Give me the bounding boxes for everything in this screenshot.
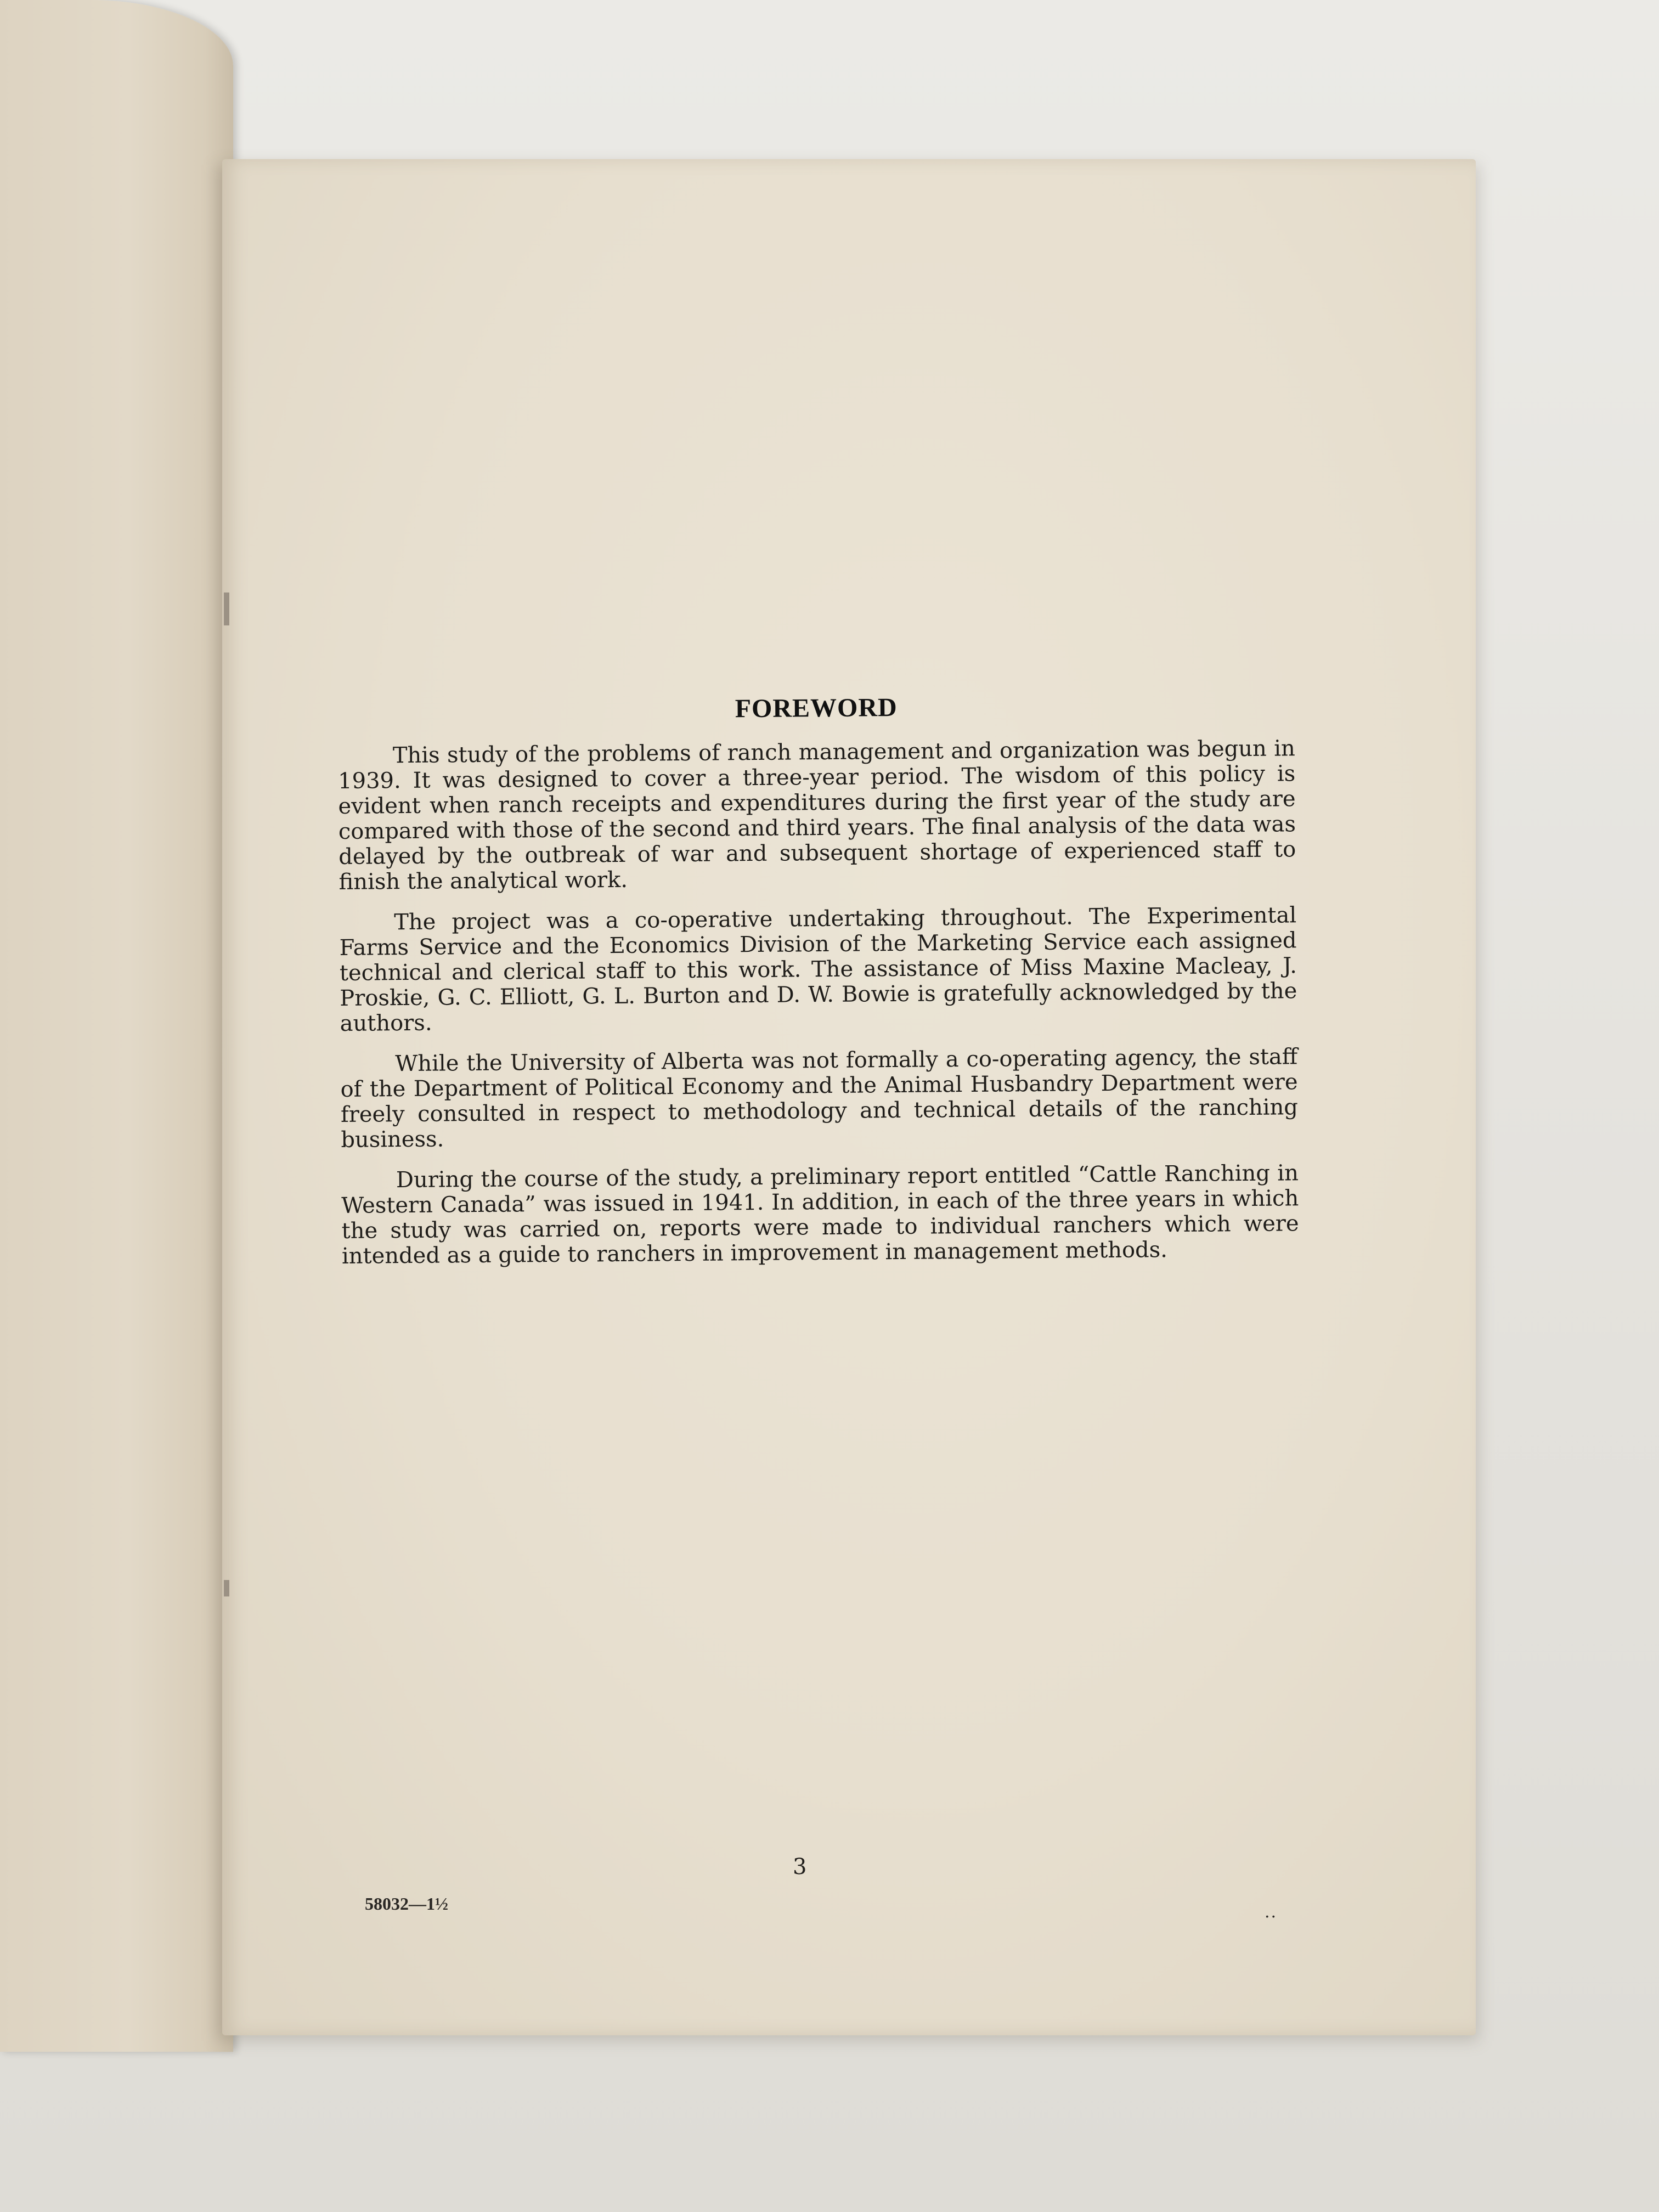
corner-mark: .. [1265,1903,1278,1922]
printer-imprint: 58032—1½ [365,1894,448,1914]
foreword-text-block [337,689,1299,1284]
binding-staple-bottom [224,1580,229,1596]
page-title: FOREWORD [735,692,898,724]
previous-page-curl [0,0,233,2052]
paragraph: While the University of Alberta was not formally a co-operating agency, the staff of the Department of Political Economy and the Animal Husbandry Department were freely consulted in respect to methodology and technical details of the ranching business. [340,1044,1299,1153]
paragraph: This study of the problems of ranch management and organization was begun in 1939. It was designed to cover a three-year period. The wisdom of this policy is evident when ranch receipts and expenditures during the first year of the study are compared with those of the second and third years. The final analysis of the data was delayed by the outbreak of war and subsequent shortage of experienced staff to finish the analytical work. [338,736,1296,895]
paragraph: During the course of the study, a preliminary report entitled “Cattle Ranching in Western Canada” was issued in 1941. In addition, in each of the three years in which the study was carried on, reports were made to individual ranchers which were intended as a guide to ranchers in improvement in management methods. [341,1160,1299,1269]
binding-staple-top [224,592,229,625]
page-number: 3 [793,1854,807,1880]
paragraph: The project was a co-operative undertaking throughout. The Experimental Farms Service and the Economics Division of the Marketing Service each assigned technical and clerical staff to this work. The assistance of Miss Maxine Macleay, J. Proskie, G. C. Elliott, G. L. Burton and D. W. Bowie is gratefully acknowledged by the authors. [339,902,1297,1036]
